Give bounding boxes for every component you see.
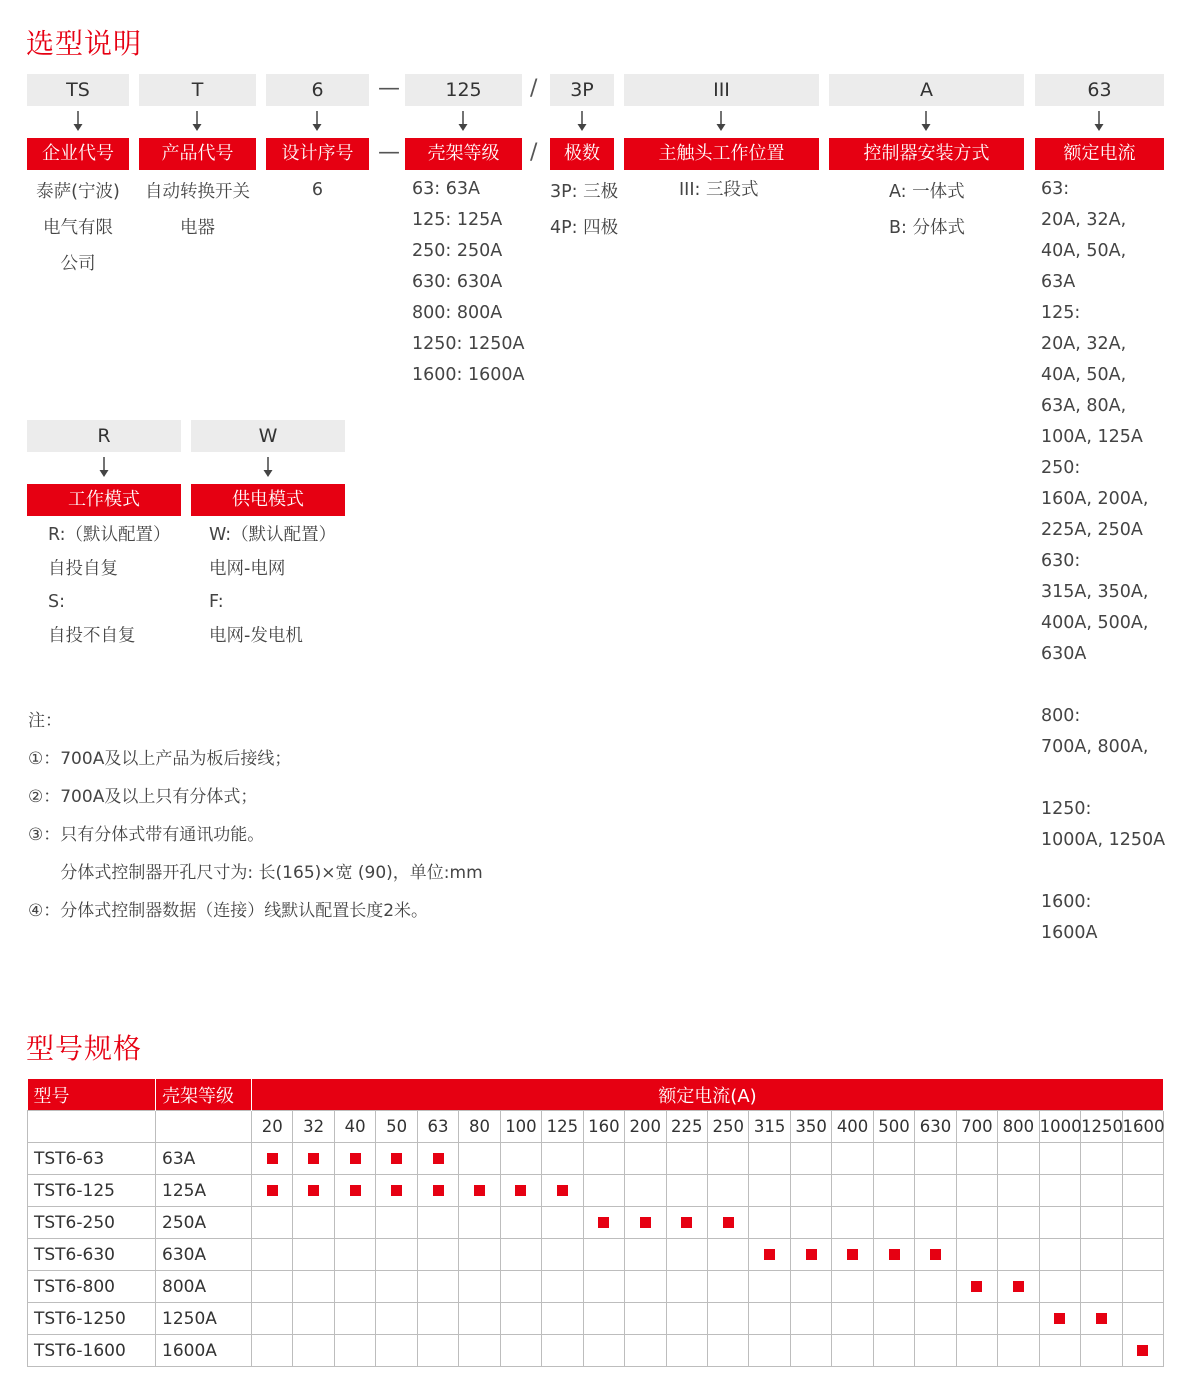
availability-cell [707, 1303, 748, 1335]
availability-cell [376, 1271, 417, 1303]
availability-cell [956, 1271, 997, 1303]
availability-cell [583, 1207, 624, 1239]
available-mark-icon [350, 1185, 361, 1196]
availability-cell [293, 1239, 334, 1271]
availability-cell [749, 1271, 790, 1303]
availability-cell [1122, 1335, 1163, 1367]
frame-cell: 125A [156, 1175, 252, 1207]
availability-cell [707, 1143, 748, 1175]
table-header-row [28, 1079, 1164, 1111]
availability-cell [583, 1303, 624, 1335]
availability-cell [790, 1271, 831, 1303]
model-cell: TST6-1600 [28, 1335, 156, 1367]
availability-cell [252, 1143, 293, 1175]
availability-cell [334, 1207, 375, 1239]
availability-cell [252, 1271, 293, 1303]
model-cell: TST6-1250 [28, 1303, 156, 1335]
current-header-cell: 1250 [1081, 1111, 1122, 1143]
current-header-cell: 32 [293, 1111, 334, 1143]
availability-cell [252, 1175, 293, 1207]
label-main-contact-position: 主触头工作位置 [624, 138, 819, 170]
available-mark-icon [308, 1153, 319, 1164]
available-mark-icon [1054, 1313, 1065, 1324]
availability-cell [1039, 1175, 1080, 1207]
availability-cell [417, 1207, 458, 1239]
table-row [28, 1271, 1164, 1303]
availability-cell [625, 1335, 666, 1367]
current-header-cell: 315 [749, 1111, 790, 1143]
availability-cell [583, 1175, 624, 1207]
availability-cell [583, 1143, 624, 1175]
code-box-iii: III [624, 74, 819, 106]
availability-cell [417, 1335, 458, 1367]
availability-cell [749, 1175, 790, 1207]
availability-cell [252, 1335, 293, 1367]
arrow-down-icon [715, 111, 727, 133]
availability-cell [459, 1207, 500, 1239]
availability-cell [1039, 1207, 1080, 1239]
availability-cell [998, 1143, 1039, 1175]
table-row [28, 1143, 1164, 1175]
availability-cell [1081, 1175, 1122, 1207]
availability-cell [998, 1271, 1039, 1303]
availability-cell [707, 1207, 748, 1239]
desc-poles: 3P: 三极 4P: 四极 [550, 182, 619, 238]
arrow-down-icon [72, 111, 84, 133]
availability-cell [1122, 1271, 1163, 1303]
availability-cell [666, 1303, 707, 1335]
desc-frame: 63: 63A 125: 125A 250: 250A 630: 630A 800: 800A 1250: 1250A 1600: 1600A [412, 179, 525, 385]
table-row [28, 1175, 1164, 1207]
current-header-cell: 350 [790, 1111, 831, 1143]
available-mark-icon [308, 1185, 319, 1196]
available-mark-icon [806, 1249, 817, 1260]
availability-cell [459, 1143, 500, 1175]
availability-cell [542, 1207, 583, 1239]
available-mark-icon [391, 1153, 402, 1164]
available-mark-icon [267, 1185, 278, 1196]
model-cell: TST6-250 [28, 1207, 156, 1239]
available-mark-icon [889, 1249, 900, 1260]
availability-cell [1122, 1175, 1163, 1207]
availability-cell [252, 1239, 293, 1271]
availability-cell [459, 1335, 500, 1367]
availability-cell [1081, 1271, 1122, 1303]
desc-enterprise: 泰萨(宁波) 电气有限 公司 [36, 182, 120, 274]
availability-cell [832, 1207, 873, 1239]
availability-cell [542, 1303, 583, 1335]
availability-cell [998, 1207, 1039, 1239]
availability-cell [790, 1239, 831, 1271]
availability-cell [707, 1271, 748, 1303]
current-header-cell: 800 [998, 1111, 1039, 1143]
availability-cell [293, 1303, 334, 1335]
current-header-cell: 225 [666, 1111, 707, 1143]
available-mark-icon [971, 1281, 982, 1292]
availability-cell [500, 1303, 541, 1335]
model-cell: TST6-125 [28, 1175, 156, 1207]
separator-slash: / [530, 76, 538, 101]
current-header-cell: 250 [707, 1111, 748, 1143]
availability-cell [666, 1335, 707, 1367]
availability-cell [459, 1239, 500, 1271]
availability-cell [1081, 1239, 1122, 1271]
availability-cell [666, 1271, 707, 1303]
current-header-cell: 1600 [1122, 1111, 1163, 1143]
availability-cell [956, 1303, 997, 1335]
availability-cell [542, 1175, 583, 1207]
label-controller-mounting: 控制器安装方式 [829, 138, 1024, 170]
availability-cell [625, 1175, 666, 1207]
availability-cell [376, 1303, 417, 1335]
availability-cell [417, 1175, 458, 1207]
availability-cell [998, 1239, 1039, 1271]
availability-cell [956, 1207, 997, 1239]
availability-cell [998, 1335, 1039, 1367]
availability-cell [832, 1271, 873, 1303]
availability-cell [832, 1303, 873, 1335]
frame-cell: 63A [156, 1143, 252, 1175]
table-row [28, 1207, 1164, 1239]
availability-cell [459, 1303, 500, 1335]
desc-main-contact: III: 三段式 [679, 180, 759, 200]
current-header-cell: 63 [417, 1111, 458, 1143]
availability-cell [293, 1335, 334, 1367]
availability-cell [334, 1239, 375, 1271]
availability-cell [252, 1207, 293, 1239]
availability-cell [915, 1303, 956, 1335]
available-mark-icon [1096, 1313, 1107, 1324]
section-title-specifications: 型号规格 [26, 1032, 143, 1065]
current-header-cell: 160 [583, 1111, 624, 1143]
availability-cell [1081, 1303, 1122, 1335]
arrow-down-icon [262, 457, 274, 479]
desc-design: 6 [311, 180, 324, 200]
note-item: 分体式控制器开孔尺寸为: 长(165)×宽 (90)，单位:mm [28, 863, 483, 883]
label-power-supply-mode: 供电模式 [191, 484, 345, 516]
availability-cell [707, 1239, 748, 1271]
label-poles: 极数 [550, 138, 614, 170]
availability-cell [790, 1143, 831, 1175]
availability-cell [998, 1303, 1039, 1335]
availability-cell [417, 1271, 458, 1303]
note-item: ②：700A及以上只有分体式； [28, 787, 258, 807]
availability-cell [583, 1271, 624, 1303]
availability-cell [749, 1207, 790, 1239]
desc-rated-current: 63: 20A, 32A, 40A, 50A, 63A 125: 20A, 32A, 40A, 50A, 63A, 80A, 100A, 125A 250: 160A, 200A, 225A, 250A 630: 315A, 350A, 400A, 500A, 630A 800: 700A, 800A, 1250: 1000A, 1250A 1600: 1600A [1041, 179, 1166, 943]
available-mark-icon [557, 1185, 568, 1196]
availability-cell [500, 1175, 541, 1207]
availability-cell [873, 1143, 914, 1175]
available-mark-icon [391, 1185, 402, 1196]
table-row [28, 1303, 1164, 1335]
model-cell: TST6-800 [28, 1271, 156, 1303]
available-mark-icon [350, 1153, 361, 1164]
availability-cell [790, 1335, 831, 1367]
arrow-down-icon [311, 111, 323, 133]
availability-cell [334, 1175, 375, 1207]
label-frame-grade: 壳架等级 [405, 138, 522, 170]
separator-slash: / [530, 140, 538, 165]
availability-cell [1039, 1239, 1080, 1271]
label-product-code: 产品代号 [139, 138, 256, 170]
current-header-cell: 125 [542, 1111, 583, 1143]
current-header-cell: 20 [252, 1111, 293, 1143]
frame-cell: 250A [156, 1207, 252, 1239]
availability-cell [873, 1303, 914, 1335]
frame-cell: 1600A [156, 1335, 252, 1367]
availability-cell [252, 1303, 293, 1335]
availability-cell [666, 1175, 707, 1207]
availability-cell [376, 1335, 417, 1367]
desc-mounting: A: 一体式 B: 分体式 [889, 182, 965, 238]
note-heading: 注： [28, 711, 62, 731]
availability-cell [500, 1207, 541, 1239]
available-mark-icon [764, 1249, 775, 1260]
code-box-125: 125 [405, 74, 522, 106]
availability-cell [832, 1175, 873, 1207]
notes [28, 707, 483, 935]
availability-cell [500, 1143, 541, 1175]
table-row [28, 1239, 1164, 1271]
code-box-6: 6 [266, 74, 369, 106]
current-header-cell: 1000 [1039, 1111, 1080, 1143]
availability-cell [1039, 1335, 1080, 1367]
availability-cell [915, 1271, 956, 1303]
label-enterprise-code: 企业代号 [27, 138, 129, 170]
current-header-cell: 400 [832, 1111, 873, 1143]
table-row [28, 1335, 1164, 1367]
availability-cell [1039, 1143, 1080, 1175]
current-values-row [28, 1111, 1164, 1143]
available-mark-icon [681, 1217, 692, 1228]
availability-cell [707, 1175, 748, 1207]
current-header-cell: 80 [459, 1111, 500, 1143]
code-box-r: R [27, 420, 181, 452]
current-header-cell: 40 [334, 1111, 375, 1143]
available-mark-icon [474, 1185, 485, 1196]
current-header-cell: 700 [956, 1111, 997, 1143]
desc-working-mode: R:（默认配置） 自投自复 S: 自投不自复 [48, 525, 171, 646]
arrow-down-icon [576, 111, 588, 133]
availability-cell [417, 1239, 458, 1271]
availability-cell [666, 1239, 707, 1271]
desc-power-supply-mode: W:（默认配置） 电网-电网 F: 电网-发电机 [209, 525, 337, 646]
header-model: 型号 [28, 1079, 156, 1111]
availability-cell [500, 1271, 541, 1303]
availability-cell [956, 1335, 997, 1367]
arrow-down-icon [1093, 111, 1105, 133]
availability-cell [1122, 1207, 1163, 1239]
available-mark-icon [433, 1185, 444, 1196]
availability-cell [998, 1175, 1039, 1207]
availability-cell [417, 1143, 458, 1175]
availability-cell [1122, 1143, 1163, 1175]
availability-cell [625, 1207, 666, 1239]
availability-cell [1039, 1271, 1080, 1303]
availability-cell [707, 1335, 748, 1367]
availability-cell [376, 1175, 417, 1207]
availability-cell [956, 1175, 997, 1207]
availability-cell [500, 1335, 541, 1367]
available-mark-icon [598, 1217, 609, 1228]
availability-cell [293, 1143, 334, 1175]
availability-cell [1122, 1239, 1163, 1271]
frame-cell: 1250A [156, 1303, 252, 1335]
available-mark-icon [1013, 1281, 1024, 1292]
availability-cell [625, 1271, 666, 1303]
section-title-selection: 选型说明 [26, 27, 143, 60]
availability-cell [832, 1335, 873, 1367]
available-mark-icon [640, 1217, 651, 1228]
availability-cell [873, 1271, 914, 1303]
availability-cell [749, 1303, 790, 1335]
availability-cell [293, 1271, 334, 1303]
availability-cell [334, 1335, 375, 1367]
availability-cell [915, 1143, 956, 1175]
frame-cell: 800A [156, 1271, 252, 1303]
available-mark-icon [1137, 1345, 1148, 1356]
available-mark-icon [847, 1249, 858, 1260]
note-item: ③：只有分体式带有通讯功能。 [28, 825, 265, 845]
availability-cell [459, 1175, 500, 1207]
available-mark-icon [930, 1249, 941, 1260]
available-mark-icon [433, 1153, 444, 1164]
available-mark-icon [515, 1185, 526, 1196]
code-box-ts: TS [27, 74, 129, 106]
label-design-number: 设计序号 [266, 138, 369, 170]
availability-cell [749, 1143, 790, 1175]
availability-cell [625, 1239, 666, 1271]
availability-cell [542, 1271, 583, 1303]
available-mark-icon [723, 1217, 734, 1228]
availability-cell [832, 1143, 873, 1175]
availability-cell [749, 1239, 790, 1271]
availability-cell [376, 1207, 417, 1239]
availability-cell [915, 1175, 956, 1207]
arrow-down-icon [457, 111, 469, 133]
availability-cell [1122, 1303, 1163, 1335]
availability-cell [583, 1335, 624, 1367]
availability-cell [293, 1175, 334, 1207]
label-working-mode: 工作模式 [27, 484, 181, 516]
availability-cell [1081, 1143, 1122, 1175]
arrow-down-icon [920, 111, 932, 133]
current-header-cell: 500 [873, 1111, 914, 1143]
label-rated-current: 额定电流 [1035, 138, 1164, 170]
available-mark-icon [267, 1153, 278, 1164]
availability-cell [790, 1175, 831, 1207]
availability-cell [376, 1143, 417, 1175]
desc-product: 自动转换开关 电器 [145, 182, 250, 238]
note-item: ④：分体式控制器数据（连接）线默认配置长度2米。 [28, 901, 429, 921]
frame-cell: 630A [156, 1239, 252, 1271]
current-header-cell: 200 [625, 1111, 666, 1143]
spec-table [27, 1079, 1164, 1367]
availability-cell [915, 1239, 956, 1271]
availability-cell [873, 1239, 914, 1271]
code-box-3p: 3P [550, 74, 614, 106]
table-cell [28, 1111, 156, 1143]
header-frame: 壳架等级 [156, 1079, 252, 1111]
availability-cell [459, 1271, 500, 1303]
availability-cell [625, 1143, 666, 1175]
availability-cell [1039, 1303, 1080, 1335]
availability-cell [956, 1143, 997, 1175]
separator-dash: — [378, 76, 400, 101]
availability-cell [542, 1239, 583, 1271]
availability-cell [293, 1207, 334, 1239]
availability-cell [625, 1303, 666, 1335]
availability-cell [666, 1207, 707, 1239]
availability-cell [873, 1207, 914, 1239]
arrow-down-icon [191, 111, 203, 133]
current-header-cell: 630 [915, 1111, 956, 1143]
availability-cell [542, 1143, 583, 1175]
availability-cell [790, 1207, 831, 1239]
availability-cell [542, 1335, 583, 1367]
arrow-down-icon [98, 457, 110, 479]
header-rated-current: 额定电流(A) [252, 1079, 1164, 1111]
availability-cell [915, 1335, 956, 1367]
separator-dash: — [378, 140, 400, 165]
model-cell: TST6-630 [28, 1239, 156, 1271]
availability-cell [1081, 1207, 1122, 1239]
availability-cell [832, 1239, 873, 1271]
model-cell: TST6-63 [28, 1143, 156, 1175]
availability-cell [749, 1335, 790, 1367]
code-box-63: 63 [1035, 74, 1164, 106]
note-item: ①：700A及以上产品为板后接线； [28, 749, 292, 769]
current-header-cell: 50 [376, 1111, 417, 1143]
availability-cell [873, 1335, 914, 1367]
code-box-t: T [139, 74, 256, 106]
code-box-w: W [191, 420, 345, 452]
availability-cell [500, 1239, 541, 1271]
table-cell [156, 1111, 252, 1143]
availability-cell [334, 1303, 375, 1335]
availability-cell [915, 1207, 956, 1239]
availability-cell [873, 1175, 914, 1207]
availability-cell [376, 1239, 417, 1271]
availability-cell [1081, 1335, 1122, 1367]
availability-cell [334, 1271, 375, 1303]
availability-cell [417, 1303, 458, 1335]
availability-cell [666, 1143, 707, 1175]
code-box-a: A [829, 74, 1024, 106]
availability-cell [583, 1239, 624, 1271]
availability-cell [790, 1303, 831, 1335]
availability-cell [334, 1143, 375, 1175]
availability-cell [956, 1239, 997, 1271]
current-header-cell: 100 [500, 1111, 541, 1143]
